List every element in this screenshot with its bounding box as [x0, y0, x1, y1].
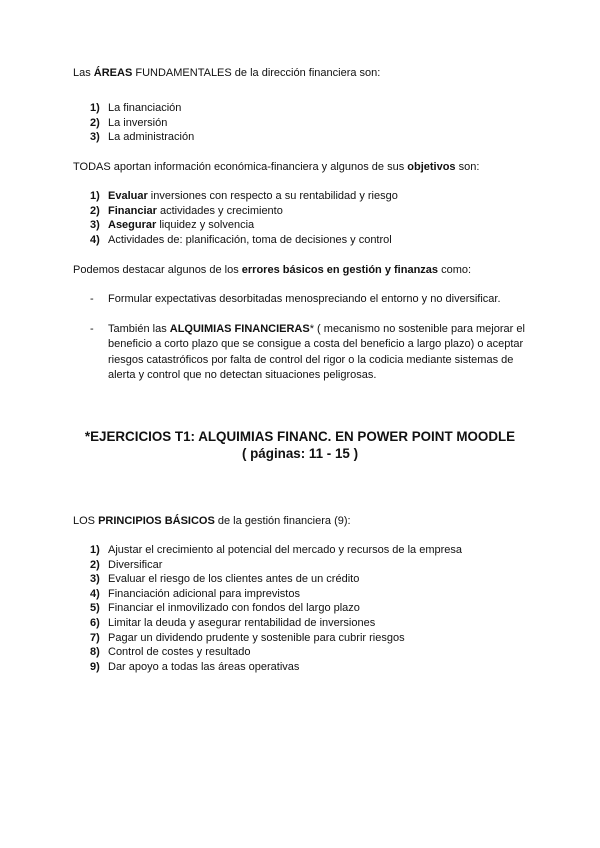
- list-item: [90, 292, 530, 307]
- list-item: [90, 218, 540, 233]
- errores-list: [90, 292, 530, 307]
- ejercicios-heading: [0, 428, 600, 462]
- objetivos-intro-bold: objetivos: [407, 161, 456, 173]
- list-number: 3): [90, 219, 100, 232]
- list-bold: Financiar: [108, 204, 157, 217]
- list-text: Formular expectativas desorbitadas menospreciando el entorno y no diversificar.: [108, 293, 501, 305]
- list-text-post: * ( mecanismo no sostenible para mejorar el beneficio a corto plazo que se consigue a costa del beneficio a largo plazo) o aceptar riesgos catastróficos por falta de control del rigor o la codicia mediante sistemas de alerta y control que no detectan situaciones peligrosas.: [108, 323, 525, 382]
- list-number: 1): [90, 190, 100, 202]
- errores-intro-post: como:: [438, 264, 472, 276]
- list-number: 4): [90, 587, 100, 600]
- principios-intro-bold: PRINCIPIOS BÁSICOS: [98, 515, 215, 527]
- list-bold: ALQUIMIAS FINANCIERAS: [169, 323, 310, 335]
- list-text: Pagar un dividendo prudente y sostenible para cubrir riesgos: [108, 631, 405, 644]
- list-text: La financiación: [108, 102, 182, 114]
- list-item: [90, 130, 540, 145]
- ejercicios-line2: ( páginas: 11 - 15 ): [241, 446, 359, 461]
- areas-intro-post: FUNDAMENTALES de la dirección financiera son:: [132, 67, 381, 79]
- areas-intro: [73, 66, 540, 80]
- list-text: Ajustar el crecimiento al potencial del mercado y recursos de la empresa: [108, 544, 462, 556]
- list-number: 2): [90, 116, 100, 129]
- list-number: 4): [90, 233, 100, 246]
- list-item: [90, 660, 540, 675]
- principios-intro-pre: LOS: [73, 515, 99, 527]
- list-number: 3): [90, 131, 100, 144]
- list-dash: -: [90, 293, 94, 305]
- list-number: 8): [90, 646, 100, 659]
- areas-list: [90, 101, 540, 145]
- list-item: [90, 543, 540, 558]
- objetivos-list: [90, 189, 540, 247]
- list-text: Financiar el inmovilizado con fondos del largo plazo: [108, 602, 360, 615]
- list-number: 1): [90, 102, 100, 114]
- list-number: 6): [90, 616, 100, 629]
- list-number: 3): [90, 573, 100, 586]
- list-text: inversiones con respecto a su rentabilidad y riesgo: [147, 190, 398, 202]
- list-item: [90, 322, 530, 384]
- list-text: Limitar la deuda y asegurar rentabilidad de inversiones: [108, 616, 376, 629]
- areas-intro-bold: ÁREAS: [93, 67, 133, 79]
- list-number: 1): [90, 544, 100, 556]
- list-item: [90, 116, 540, 131]
- list-text: Evaluar el riesgo de los clientes antes de un crédito: [108, 573, 360, 586]
- list-item: [90, 572, 540, 587]
- list-text-pre: También las: [108, 323, 170, 335]
- list-text: Dar apoyo a todas las áreas operativas: [108, 660, 300, 673]
- list-item: [90, 587, 540, 602]
- list-item: [90, 616, 540, 631]
- objetivos-intro: [73, 160, 540, 174]
- list-item: [90, 233, 540, 248]
- principios-intro-post: de la gestión financiera (9):: [214, 515, 351, 527]
- list-item: [90, 601, 540, 616]
- errores-intro-pre: Podemos destacar algunos de los: [73, 264, 242, 276]
- list-text: Control de costes y resultado: [108, 646, 251, 659]
- list-text: La administración: [108, 131, 195, 144]
- list-text: liquidez y solvencia: [156, 219, 255, 232]
- objetivos-intro-pre: TODAS aportan información económica-financiera y algunos de sus: [73, 161, 408, 173]
- list-text: Actividades de: planificación, toma de decisiones y control: [108, 233, 392, 246]
- list-number: 2): [90, 558, 100, 571]
- list-text: actividades y crecimiento: [156, 204, 283, 217]
- principios-intro: [73, 514, 540, 528]
- list-bold: Evaluar: [108, 190, 148, 202]
- list-text: La inversión: [108, 116, 168, 129]
- list-number: 9): [90, 660, 100, 673]
- ejercicios-line1: *EJERCICIOS T1: ALQUIMIAS FINANC. EN POWER POINT MOODLE: [84, 429, 516, 444]
- list-item: [90, 101, 540, 116]
- principios-list: [90, 543, 540, 674]
- list-item: [90, 204, 540, 219]
- list-text: Financiación adicional para imprevistos: [108, 587, 300, 600]
- objetivos-intro-post: son:: [455, 161, 480, 173]
- errores-intro: [73, 263, 540, 277]
- list-item: [90, 189, 540, 204]
- list-item: [90, 631, 540, 646]
- list-number: 7): [90, 631, 100, 644]
- list-dash: -: [90, 323, 94, 335]
- list-number: 5): [90, 602, 100, 615]
- list-text: Diversificar: [108, 558, 163, 571]
- areas-intro-pre: Las: [73, 67, 94, 79]
- list-item: [90, 645, 540, 660]
- list-item: [90, 558, 540, 573]
- errores-list-2: [90, 322, 530, 384]
- list-number: 2): [90, 204, 100, 217]
- list-bold: Asegurar: [108, 219, 157, 232]
- errores-intro-bold: errores básicos en gestión y finanzas: [241, 264, 439, 276]
